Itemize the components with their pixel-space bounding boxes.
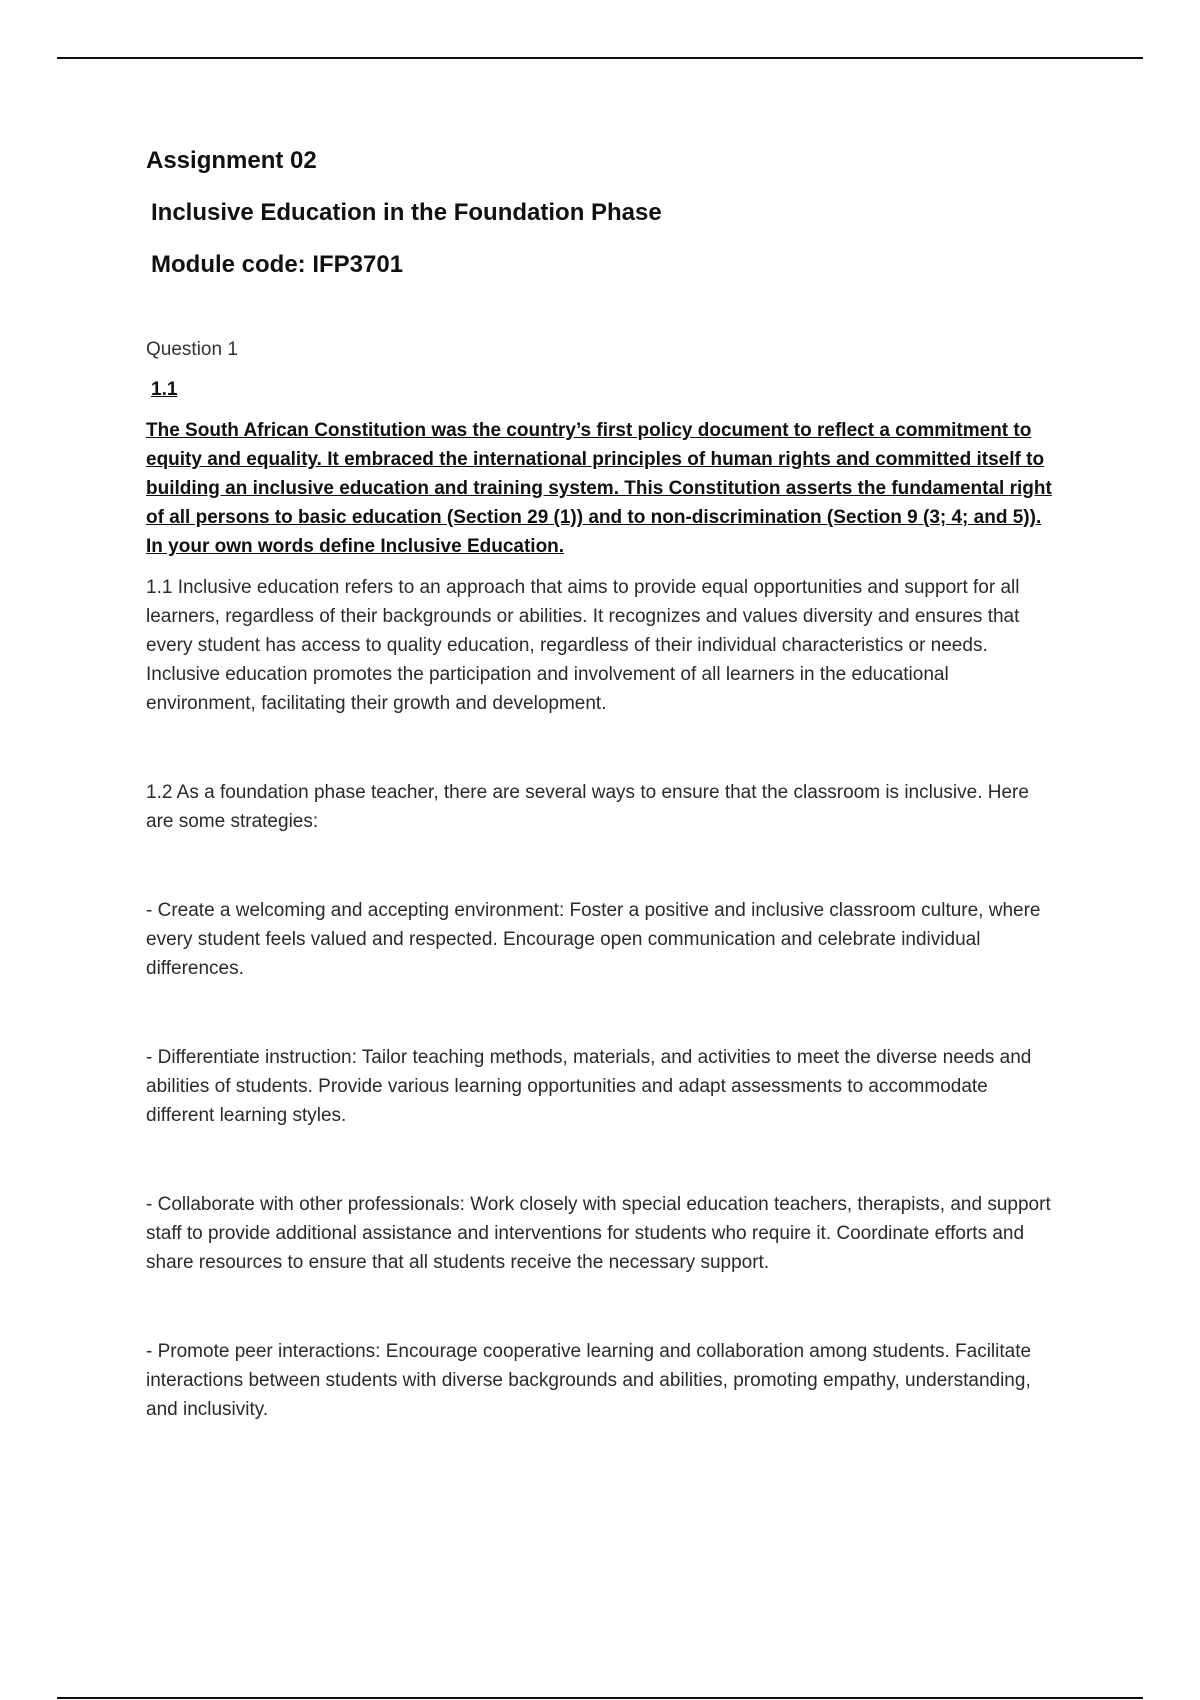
strategy-paragraph: - Create a welcoming and accepting environment: Foster a positive and inclusive classroom culture, where every student feels valued and respected. Encourage open communication and celebrate individual differences. [146, 900, 1041, 979]
answer-1-1: 1.1 Inclusive education refers to an approach that aims to provide equal opportunities and support for all learners, regardless of their backgrounds or abilities. It recognizes and values diversity and ensures that every student has access to quality education, regardless of their individual characteristics or needs. Inclusive education promotes the participation and involvement of all learners in the educational environment, facilitating their growth and development. [146, 577, 1020, 714]
answer-1-2-intro: 1.2 As a foundation phase teacher, there are several ways to ensure that the classroom is inclusive. Here are some strategies: [146, 782, 1029, 832]
document-page [146, 146, 1061, 1424]
subquestion-number: 1.1 [151, 379, 178, 400]
strategy-paragraph: - Collaborate with other professionals: Work closely with special education teachers, therapists, and support staff to provide additional assistance and interventions for students who require it. Coordinate efforts and share resources to ensure that all students receive the necessary support. [146, 1194, 1051, 1273]
question-prompt: The South African Constitution was the country’s first policy document to reflect a commitment to equity and equality. It embraced the international principles of human rights and committed itself to building an inclusive education and training system. This Constitution asserts the fundamental right of all persons to basic education (Section 29 (1)) and to non-discrimination (Section 9 (3; 4; and 5)). In your own words define Inclusive Education. [146, 420, 1052, 557]
module-code: Module code: IFP3701 [151, 251, 404, 278]
strategy-paragraph: - Differentiate instruction: Tailor teaching methods, materials, and activities to meet the diverse needs and abilities of students. Provide various learning opportunities and adapt assessments to accommodate different learning styles. [146, 1047, 1032, 1126]
module-title: Inclusive Education in the Foundation Phase [151, 199, 662, 226]
top-rule [57, 57, 1143, 59]
bottom-rule [57, 1697, 1143, 1699]
question-label: Question 1 [146, 339, 238, 360]
strategy-paragraph: - Promote peer interactions: Encourage cooperative learning and collaboration among students. Facilitate interactions between students with diverse backgrounds and abilities, promoting empathy, understanding, and inclusivity. [146, 1341, 1032, 1420]
assignment-title: Assignment 02 [146, 147, 317, 174]
